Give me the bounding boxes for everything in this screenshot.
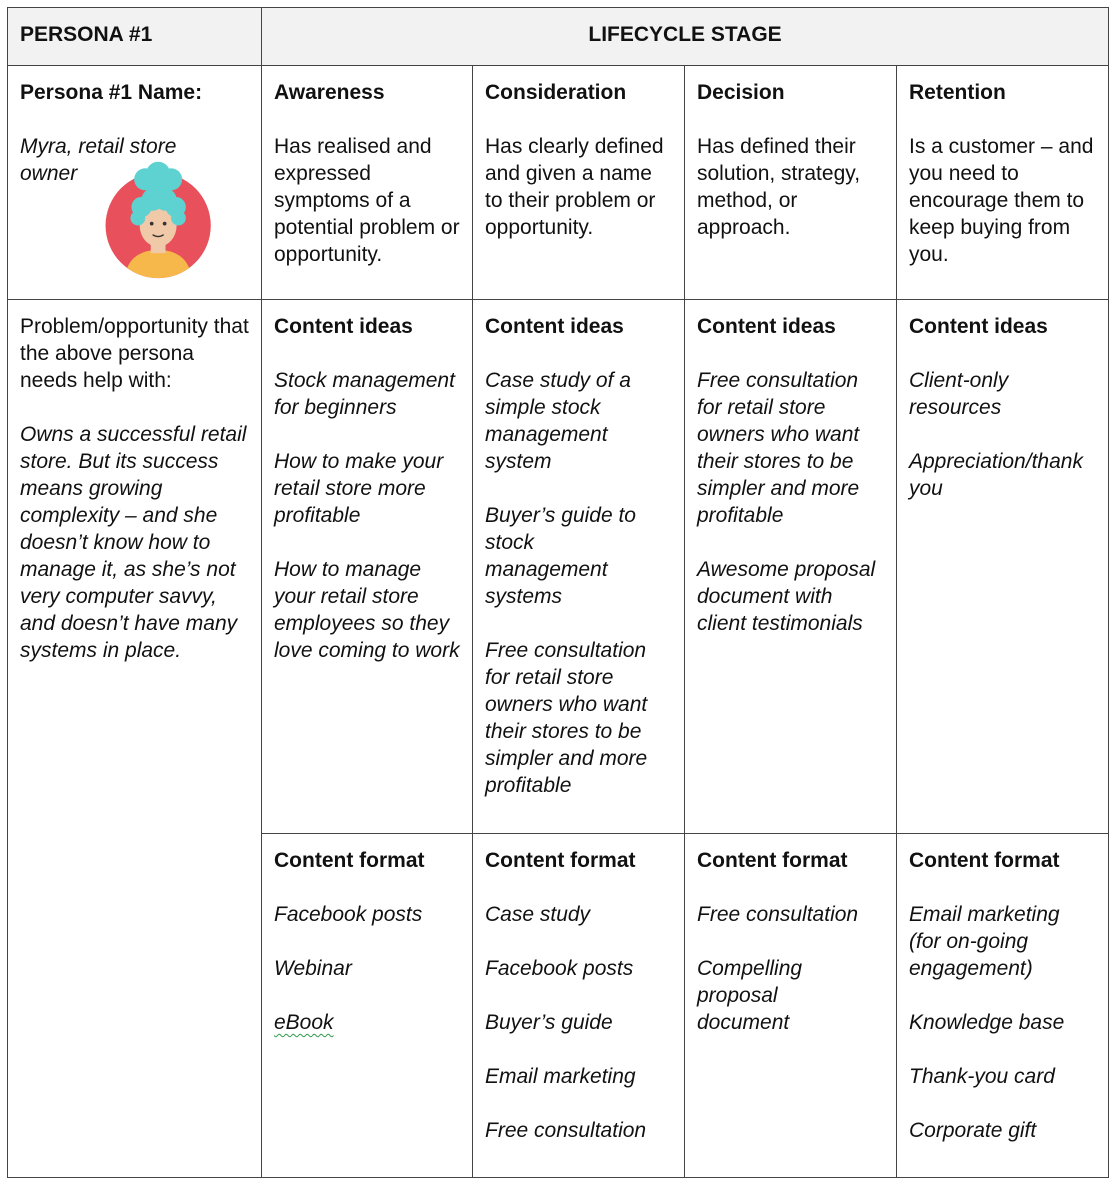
stage-definition-row	[8, 66, 1109, 300]
content-format: Facebook posts	[274, 903, 423, 926]
ideas-awareness-cell	[262, 300, 473, 834]
stage-consideration-cell	[473, 66, 685, 300]
stage-description: Has realised and expressed symptoms of a potential problem or opportunity.	[274, 135, 460, 266]
content-format: Thank-you card	[909, 1065, 1055, 1088]
lifecycle-header: LIFECYCLE STAGE	[262, 8, 1109, 66]
content-idea: Free consultation for retail store owners who want their stores to be simpler and more profitable	[697, 369, 860, 527]
format-decision-cell	[685, 834, 897, 1178]
content-format-label: Content format	[274, 849, 425, 872]
content-format: eBook	[274, 1011, 334, 1034]
content-format: Case study	[485, 903, 591, 926]
problem-text: Owns a successful retail store. But its success means growing complexity – and she doesn’t know how to manage it, as she’s not very computer savvy, and doesn’t have many systems in place.	[20, 423, 247, 662]
content-format: Buyer’s guide	[485, 1011, 613, 1034]
content-format: Facebook posts	[485, 957, 634, 980]
persona-name-value: Myra, retail store owner	[20, 135, 177, 185]
stage-name: Awareness	[274, 81, 385, 104]
content-idea: Buyer’s guide to stock management systems	[485, 504, 636, 608]
content-idea: Stock management for beginners	[274, 369, 455, 419]
content-ideas-label: Content ideas	[274, 315, 413, 338]
stage-name: Retention	[909, 81, 1006, 104]
content-ideas-label: Content ideas	[909, 315, 1048, 338]
content-format-label: Content format	[697, 849, 848, 872]
content-format: Email marketing (for on-going engagement)	[909, 903, 1060, 980]
stage-decision-cell	[685, 66, 897, 300]
stage-description: Has clearly defined and given a name to their problem or opportunity.	[485, 135, 664, 239]
problem-cell	[8, 300, 262, 1178]
content-format: Knowledge base	[909, 1011, 1065, 1034]
stage-description: Is a customer – and you need to encourage them to keep buying from you.	[909, 135, 1094, 266]
content-idea: How to manage your retail store employees so they love coming to work	[274, 558, 460, 662]
content-idea: Case study of a simple stock management system	[485, 369, 631, 473]
format-consideration-cell	[473, 834, 685, 1178]
ideas-retention-cell	[897, 300, 1109, 834]
content-ideas-row	[8, 300, 1109, 834]
stage-awareness-cell	[262, 66, 473, 300]
content-idea: Client-only resources	[909, 369, 1009, 419]
format-awareness-cell	[262, 834, 473, 1178]
content-ideas-label: Content ideas	[485, 315, 624, 338]
problem-label: Problem/opportunity that the above persona needs help with:	[20, 315, 249, 392]
stage-description: Has defined their solution, strategy, method, or approach.	[697, 135, 861, 239]
content-format: Free consultation	[697, 903, 859, 926]
format-retention-cell	[897, 834, 1109, 1178]
stage-name: Consideration	[485, 81, 627, 104]
persona-name-label: Persona #1 Name:	[20, 81, 203, 104]
stage-retention-cell	[897, 66, 1109, 300]
persona-header: PERSONA #1	[8, 8, 262, 66]
content-idea: Appreciation/thank you	[909, 450, 1083, 500]
persona-name-cell	[8, 66, 262, 300]
woman-avatar-icon	[100, 159, 220, 279]
content-format-label: Content format	[909, 849, 1060, 872]
content-format: Email marketing	[485, 1065, 636, 1088]
header-row	[8, 8, 1109, 66]
content-idea: How to make your retail store more profitable	[274, 450, 444, 527]
content-format: Free consultation	[485, 1119, 647, 1142]
content-format: Corporate gift	[909, 1119, 1037, 1142]
content-format-label: Content format	[485, 849, 636, 872]
persona-lifecycle-table	[7, 7, 1109, 1178]
content-ideas-label: Content ideas	[697, 315, 836, 338]
content-idea: Awesome proposal document with client testimonials	[697, 558, 876, 635]
ideas-consideration-cell	[473, 300, 685, 834]
content-format: Webinar	[274, 957, 352, 980]
stage-name: Decision	[697, 81, 785, 104]
ideas-decision-cell	[685, 300, 897, 834]
content-idea: Free consultation for retail store owners who want their stores to be simpler and more profitable	[485, 639, 648, 797]
content-format: Compelling proposal document	[697, 957, 803, 1034]
